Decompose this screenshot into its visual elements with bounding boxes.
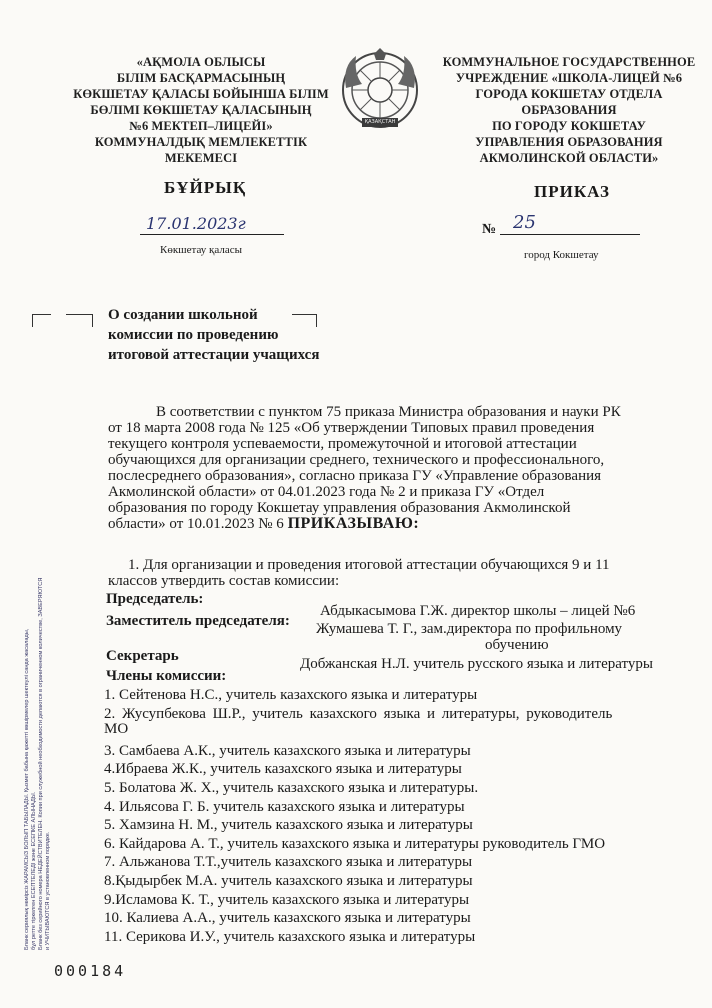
order-word: ПРИКАЗЫВАЮ: bbox=[287, 515, 420, 532]
header-kz-line: КӨКШЕТАУ ҚАЛАСЫ БОЙЫНША БІЛІМ bbox=[73, 87, 329, 101]
list-item: 4.Ибраева Ж.К., учитель казахского языка и литературы bbox=[104, 761, 462, 778]
header-kz-line: «АҚМОЛА ОБЛЫСЫ bbox=[136, 55, 266, 69]
doc-type-kz: БҰЙРЫҚ bbox=[164, 178, 247, 197]
list-item: 8.Қыдырбек М.А. учитель казахского языка и литературы bbox=[104, 872, 473, 889]
side-note bbox=[24, 578, 52, 950]
list-item: 11. Серикова И.У., учитель казахского языка и литературы bbox=[104, 928, 476, 945]
header-ru-line: ПО ГОРОДУ КОКШЕТАУ bbox=[492, 119, 646, 133]
chairman-value: Абдыкасымова Г.Ж. директор школы – лицей №6 bbox=[320, 603, 636, 619]
side-note-line: Бланк без серийного номера НЕДЕЙСТВИТЕЛЕН. Копии при служебной необходимости делаются в ограниченном количестве, ЗАВЕРЯЮТСЯ bbox=[38, 577, 44, 950]
secretary-value: Добжанская Н.Л. учитель русского языка и литературы bbox=[300, 656, 653, 672]
order-subject bbox=[108, 305, 319, 365]
header-ru-line: АКМОЛИНСКОЙ ОБЛАСТИ» bbox=[479, 151, 659, 165]
bracket-left-inner bbox=[66, 314, 93, 327]
order-date: 17.01.2023г bbox=[146, 214, 246, 233]
header-ru bbox=[434, 54, 704, 166]
header-ru-line: ГОРОДА КОКШЕТАУ ОТДЕЛА bbox=[475, 87, 663, 101]
serial-number: 000184 bbox=[54, 962, 127, 980]
side-note-line: бұл ретте тіркелген ЕСЕПТЕЛЕДІ және ЕСЕПКЕ АЛЫНАДЫ. bbox=[31, 791, 37, 950]
deputy-value-cont: обучению bbox=[485, 637, 549, 653]
item-1-line: классов утвердить состав комиссии: bbox=[108, 573, 340, 589]
preamble-line: образования по городу Кокшетау управления образования Акмолинской bbox=[108, 500, 571, 516]
item-1-line: 1. Для организации и проведения итоговой аттестации обучающихся 9 и 11 bbox=[128, 557, 610, 573]
preamble bbox=[108, 404, 700, 532]
list-item: 10. Калиева А.А., учитель казахского языка и литературы bbox=[104, 910, 471, 927]
emblem-text: ҚАЗАҚСТАН bbox=[364, 119, 396, 125]
header-kz-line: №6 МЕКТЕП–ЛИЦЕЙІ» bbox=[129, 119, 273, 133]
list-item: 7. Альжанова Т.Т.,учитель казахского языка и литературы bbox=[104, 854, 473, 871]
subject-line: О создании школьной bbox=[108, 307, 258, 323]
preamble-line: Акмолинской области» от 04.01.2023 года № 2 и приказа ГУ «Отдел bbox=[108, 484, 545, 500]
list-item: МО bbox=[104, 721, 129, 738]
deputy-label: Заместитель председателя: bbox=[106, 613, 290, 629]
header-kz-line: БІЛІМ БАСҚАРМАСЫНЫҢ bbox=[116, 71, 286, 85]
preamble-line: послесреднего образования», согласно приказа ГУ «Управление образования bbox=[108, 468, 602, 484]
preamble-line: от 18 марта 2008 года № 125 «Об утверждении Типовых правил проведения bbox=[108, 420, 595, 436]
bracket-left bbox=[32, 314, 51, 327]
item-1 bbox=[108, 557, 700, 589]
header-ru-line: КОММУНАЛЬНОЕ ГОСУДАРСТВЕННОЕ bbox=[442, 55, 696, 69]
city-ru: город Кокшетау bbox=[524, 249, 599, 261]
list-item: 1. Сейтенова Н.С., учитель казахского языка и литературы bbox=[104, 687, 478, 703]
header-ru-line: ОБРАЗОВАНИЯ bbox=[521, 103, 617, 117]
preamble-line: обучающихся для организации среднего, технического и профессионального, bbox=[108, 452, 605, 468]
side-note-line: и УЧИТЫВАЮТСЯ в установленном порядке. bbox=[45, 831, 51, 950]
preamble-line: текущего контроля успеваемости, промежуточной и итоговой аттестации bbox=[108, 436, 577, 452]
list-item: 4. Ильясова Г. Б. учитель казахского языка и литературы bbox=[104, 798, 465, 815]
secretary-label: Секретарь bbox=[106, 648, 179, 664]
header-kz-line: МЕКЕМЕСІ bbox=[164, 151, 238, 165]
list-item: 3. Самбаева А.К., учитель казахского языка и литературы bbox=[104, 742, 471, 759]
header-ru-line: УЧРЕЖДЕНИЕ «ШКОЛА-ЛИЦЕЙ №6 bbox=[455, 71, 683, 85]
preamble-line bbox=[108, 516, 700, 532]
city-kz: Көкшетау қаласы bbox=[160, 244, 243, 256]
header-kz-line: КОММУНАЛДЫҚ МЕМЛЕКЕТТІК bbox=[94, 135, 308, 149]
deputy-value: Жумашева Т. Г., зам.директора по профильному bbox=[316, 621, 623, 637]
chairman-label: Председатель: bbox=[106, 591, 204, 607]
members-label: Члены комиссии: bbox=[106, 668, 227, 684]
subject-line: комиссии по проведению bbox=[108, 327, 279, 343]
list-item: 5. Хамзина Н. М., учитель казахского языка и литературы bbox=[104, 817, 473, 834]
list-item: 6. Кайдарова А. Т., учитель казахского языка и литературы руководитель ГМО bbox=[104, 835, 606, 852]
side-note-line: Бланк сериялық нөмірсіз ЖАРАМСЫЗ БОЛЫП ТАБЫЛАДЫ. Қызмет бабына қажетті көшірмелер шектеулі санда жасалады, bbox=[24, 628, 30, 950]
list-item: 9.Исламова К. Т., учитель казахского языка и литературы bbox=[104, 891, 470, 908]
order-number: 25 bbox=[513, 212, 536, 233]
number-underline bbox=[500, 234, 640, 235]
list-item: 5. Болатова Ж. Х., учитель казахского языка и литературы. bbox=[104, 779, 479, 796]
doc-type-ru: ПРИКАЗ bbox=[534, 182, 610, 201]
preamble-last: области» от 10.01.2023 № 6 bbox=[108, 516, 284, 532]
members-list bbox=[104, 686, 704, 946]
date-underline bbox=[140, 234, 284, 235]
header-kz bbox=[68, 54, 334, 166]
number-sign: № bbox=[482, 222, 497, 237]
header-kz-line: БӨЛІМІ КӨКШЕТАУ ҚАЛАСЫНЫҢ bbox=[90, 103, 312, 117]
list-item: 2. Жусупбекова Ш.Р., учитель казахского языка и литературы, руководитель bbox=[104, 705, 613, 722]
header-ru-line: УПРАВЛЕНИЯ ОБРАЗОВАНИЯ bbox=[475, 135, 663, 149]
subject-line: итоговой аттестации учащихся bbox=[108, 347, 320, 363]
preamble-line: В соответствии с пунктом 75 приказа Министра образования и науки РК bbox=[156, 404, 621, 420]
